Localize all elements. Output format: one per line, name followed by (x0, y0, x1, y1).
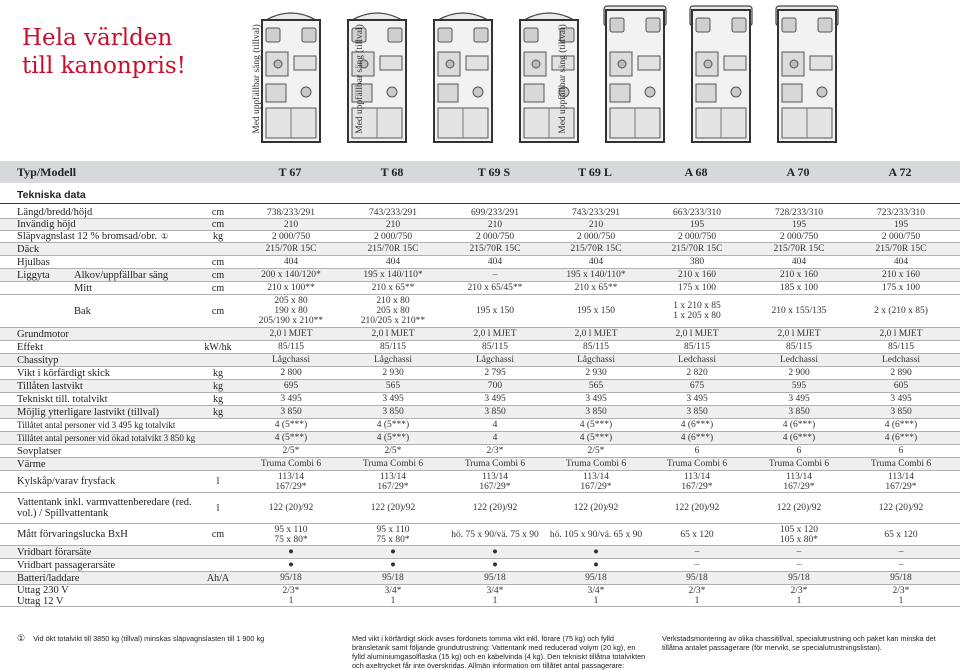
table-cell: 210 x 80 205 x 80 210/205 x 210** (360, 296, 426, 326)
table-cell: 4 (6***) (884, 420, 918, 430)
table-row (0, 572, 960, 585)
table-cell: 195 (689, 219, 705, 230)
table-cell: 2,0 l MJET (675, 329, 719, 339)
table-cell: 95 x 110 75 x 80* (376, 524, 410, 545)
table-cell: 3/4* 1 (587, 585, 605, 606)
row-sublabel: Mitt (74, 282, 93, 294)
table-cell: Ledchassi (780, 355, 818, 365)
table-row (0, 393, 960, 406)
table-cell: 85/115 (785, 342, 813, 352)
table-cell: 215/70R 15C (773, 244, 825, 254)
table-cell: 122 (20)/92 (472, 503, 518, 513)
table-cell: 2/3* 1 (892, 585, 910, 606)
table-cell: Lågchassi (374, 355, 412, 365)
table-cell: 210 (487, 219, 503, 230)
table-cell: 113/14 167/29* (377, 471, 409, 492)
table-cell: 2/5* (384, 446, 402, 456)
table-cell: 404 (893, 257, 909, 267)
table-cell: 2 900 (788, 368, 810, 378)
table-cell: 2,0 l MJET (777, 329, 821, 339)
table-cell: 185 x 100 (780, 283, 818, 293)
table-row (0, 380, 960, 393)
table-row (0, 419, 960, 432)
table-row (0, 524, 960, 546)
table-cell: 2 890 (890, 368, 912, 378)
table-row (0, 282, 960, 295)
floor-plans (248, 4, 960, 154)
table-cell: hö. 105 x 90/vä. 65 x 90 (549, 529, 643, 540)
table-cell: – (796, 560, 802, 570)
row-label: Liggyta (17, 269, 50, 281)
footnote-3: Verkstadsmontering av olika chassitillval, specialutrustning och paket kan minska det tillåtna antalet passagerare (för mervikt, se specialutrustningslistan). (662, 634, 936, 652)
table-cell: 595 (791, 381, 807, 391)
table-cell: – (694, 547, 700, 557)
table-cell: 195 x 150 (476, 306, 514, 316)
table-cell: 95/18 (686, 573, 708, 583)
table-cell: Truma Combi 6 (768, 459, 830, 469)
model-t67: T 67 (278, 165, 302, 179)
table-cell: 122 (20)/92 (268, 503, 314, 513)
table-cell: 565 (588, 381, 604, 391)
row-label: Möjlig ytterligare lastvikt (tillval) (17, 406, 160, 418)
model-t69l: T 69 L (578, 165, 612, 179)
row-unit: Ah/A (206, 572, 230, 584)
table-cell: Ledchassi (882, 355, 920, 365)
table-cell: 195 x 140/110* (363, 270, 423, 280)
table-cell: – (492, 270, 498, 280)
table-row (0, 295, 960, 328)
table-row (0, 341, 960, 354)
row-label: Tillåtet antal personer vid 3 495 kg totalvikt (17, 420, 176, 430)
table-cell: 2 800 (280, 368, 302, 378)
table-cell: 695 (283, 381, 299, 391)
table-cell: 404 (588, 257, 604, 267)
footnote-mark: ① (17, 633, 26, 643)
table-cell: 215/70R 15C (469, 244, 521, 254)
table-cell: 210 (283, 219, 299, 230)
table-cell: 6 (694, 446, 700, 456)
plan-note-3: Med uppfällbar säng (tillval) (558, 24, 568, 134)
table-cell: 3 850 (382, 407, 404, 417)
floor-plan-4 (506, 4, 592, 150)
table-cell: 3 850 (585, 407, 607, 417)
table-cell: 2/3* (486, 446, 504, 456)
table-cell: 210 x 160 (678, 270, 716, 280)
table-cell: 113/14 167/29* (783, 471, 815, 492)
table-cell: 210 (588, 219, 604, 230)
table-cell: 4 (6***) (782, 433, 816, 443)
table-cell: ● (593, 547, 599, 557)
table-cell: 4 (5***) (579, 433, 613, 443)
table-cell: 4 (5***) (376, 420, 410, 430)
row-unit: cm (211, 256, 225, 268)
table-cell: 4 (6***) (782, 420, 816, 430)
table-cell: ● (593, 560, 599, 570)
table-cell: 2 000/750 (475, 231, 515, 242)
row-label: Sovplatser (17, 445, 62, 457)
table-cell: Lågchassi (272, 355, 310, 365)
table-cell: 95/18 (280, 573, 302, 583)
row-unit: cm (211, 305, 225, 317)
model-t69s: T 69 S (477, 165, 511, 179)
table-cell: 3 495 (585, 394, 607, 404)
table-cell: 728/233/310 (774, 207, 824, 218)
table-cell: 175 x 100 (678, 283, 716, 293)
table-cell: 4 (492, 420, 498, 430)
table-cell: 3 495 (686, 394, 708, 404)
table-row (0, 207, 960, 219)
table-header (0, 161, 960, 183)
table-row (0, 458, 960, 471)
table-cell: ● (390, 560, 396, 570)
row-sublabel: Alkov/uppfällbar säng (74, 269, 169, 281)
table-cell: 210 x 155/135 (771, 306, 827, 316)
table-cell: 2 000/750 (373, 231, 413, 242)
table-cell: 404 (791, 257, 807, 267)
table-cell: 380 (689, 257, 705, 267)
table-cell: 122 (20)/92 (878, 503, 924, 513)
table-cell: 113/14 167/29* (580, 471, 612, 492)
table-cell: 210 x 160 (780, 270, 818, 280)
table-cell: 2/3* 1 (282, 585, 300, 606)
row-unit: kg (213, 231, 223, 242)
table-cell: 4 (6***) (884, 433, 918, 443)
row-unit: kg (213, 367, 223, 379)
table-row (0, 406, 960, 419)
table-cell: 210 x 65** (371, 283, 415, 293)
table-cell: 2 820 (686, 368, 708, 378)
table-cell: ● (492, 560, 498, 570)
table-cell: 95/18 (484, 573, 506, 583)
table-cell: 210 x 65** (574, 283, 618, 293)
table-cell: 4 (5***) (274, 420, 308, 430)
section-title: Tekniska data (17, 189, 86, 201)
table-cell: Truma Combi 6 (666, 459, 728, 469)
footnote-2: Med vikt i körfärdigt skick avses fordonets tomma vikt inkl. förare (75 kg) och fylld bränsletank samt följande grundutrustning: Vattentank med reducerad volym (20 kg), en fylld aluminiumgasolflaska (15 kg) och en kabelvinda (4 kg). Den tekniskt tillåtna totalvikten och axeltrycket får inte överskridas. Allmän information om tillåtet antal passagerare: (352, 634, 646, 670)
row-unit: cm (211, 219, 225, 230)
footnote-1 (17, 634, 317, 643)
table-cell: 404 (385, 257, 401, 267)
table-cell: 1 x 210 x 85 1 x 205 x 80 (673, 301, 721, 321)
table-row (0, 256, 960, 269)
row-label: Chassityp (17, 354, 59, 366)
table-cell: 210 x 100** (267, 283, 315, 293)
table-row (0, 471, 960, 493)
table-cell: 3 850 (788, 407, 810, 417)
table-cell: 743/233/291 (571, 207, 621, 218)
table-cell: 738/233/291 (266, 207, 316, 218)
table-cell: Truma Combi 6 (362, 459, 424, 469)
table-cell: Truma Combi 6 (260, 459, 322, 469)
table-cell: 700 (487, 381, 503, 391)
table-row (0, 243, 960, 256)
table-cell: 113/14 167/29* (885, 471, 917, 492)
table-cell: Truma Combi 6 (870, 459, 932, 469)
model-a72: A 72 (888, 165, 912, 179)
table-cell: 2,0 l MJET (574, 329, 618, 339)
row-label: Kylskåp/varav frysfack (17, 476, 116, 487)
table-row (0, 219, 960, 231)
row-label: Uttag 230 V Uttag 12 V (17, 584, 69, 607)
table-cell: 4 (6***) (680, 420, 714, 430)
table-cell: 2 000/750 (779, 231, 819, 242)
floor-plan-5 (592, 4, 678, 150)
row-sublabel: Bak (74, 305, 91, 317)
row-unit: cm (211, 207, 225, 218)
row-label: Släpvagnslast 12 % bromsad/obr. ① (17, 231, 169, 242)
row-label: Däck (17, 243, 40, 255)
table-cell: 2,0 l MJET (879, 329, 923, 339)
table-row (0, 585, 960, 607)
table-cell: 65 x 120 (680, 529, 714, 540)
row-unit: cm (211, 529, 225, 540)
table-cell: 3 850 (890, 407, 912, 417)
floor-plan-3 (420, 4, 506, 150)
table-cell: 3 495 (484, 394, 506, 404)
table-cell: Lågchassi (476, 355, 514, 365)
table-cell: – (796, 547, 802, 557)
table-cell: 195 x 140/110* (566, 270, 626, 280)
table-cell: 195 x 150 (577, 306, 615, 316)
table-cell: 2,0 l MJET (269, 329, 313, 339)
row-label: Effekt (17, 341, 44, 353)
table-cell: 85/115 (887, 342, 915, 352)
table-cell: – (898, 547, 904, 557)
row-label: Vikt i körfärdigt skick (17, 367, 110, 379)
table-cell: 122 (20)/92 (674, 503, 720, 513)
table-cell: 95/18 (890, 573, 912, 583)
table-cell: 3 850 (686, 407, 708, 417)
table-cell: ● (492, 547, 498, 557)
table-cell: 205 x 80 190 x 80 205/190 x 210** (258, 296, 324, 326)
table-cell: 2/5* (282, 446, 300, 456)
table-cell: 85/115 (481, 342, 509, 352)
table-cell: 2 x (210 x 85) (874, 306, 928, 316)
table-cell: 4 (5***) (274, 433, 308, 443)
table-cell: 675 (689, 381, 705, 391)
table-cell: 122 (20)/92 (370, 503, 416, 513)
footnote-1-text: Vid ökt totalvikt till 3850 kg (tillval) minskas släpvagnslasten till 1 900 kg (33, 634, 265, 643)
table-cell: 404 (487, 257, 503, 267)
table-row (0, 367, 960, 380)
table-row (0, 432, 960, 445)
table-cell: 95/18 (585, 573, 607, 583)
table-cell: 65 x 120 (884, 529, 918, 540)
floor-plan-6 (678, 4, 764, 150)
table-cell: – (694, 560, 700, 570)
table-cell: 215/70R 15C (875, 244, 927, 254)
row-unit: cm (211, 269, 225, 281)
row-label: Tillåten lastvikt (17, 380, 83, 392)
table-cell: 3 495 (788, 394, 810, 404)
table-cell: 113/14 167/29* (681, 471, 713, 492)
table-cell: 95/18 (382, 573, 404, 583)
table-cell: 3/4* 1 (486, 585, 504, 606)
table-row (0, 231, 960, 243)
row-unit: kg (213, 393, 223, 405)
table-cell: ● (390, 547, 396, 557)
table-cell: 95 x 110 75 x 80* (274, 524, 308, 545)
table-cell: 3 850 (280, 407, 302, 417)
table-cell: 3 495 (280, 394, 302, 404)
row-label: Mått förvaringslucka BxH (17, 529, 128, 540)
table-cell: Lågchassi (577, 355, 615, 365)
row-label: Värme (17, 458, 46, 470)
table-cell: 2 000/750 (576, 231, 616, 242)
table-cell: 6 (898, 446, 904, 456)
table-cell: 2 000/750 (881, 231, 921, 242)
table-cell: 215/70R 15C (265, 244, 317, 254)
table-cell: 175 x 100 (882, 283, 920, 293)
plan-note-2: Med uppfällbar säng (tillval) (355, 24, 365, 134)
model-t68: T 68 (380, 165, 404, 179)
floor-plan-7 (764, 4, 850, 150)
table-cell: 3/4* 1 (384, 585, 402, 606)
row-label: Tillåtet antal personer vid ökad totalvikt 3 850 kg (17, 433, 196, 443)
table-cell: 2 930 (382, 368, 404, 378)
table-cell: Truma Combi 6 (565, 459, 627, 469)
table-row (0, 546, 960, 559)
table-cell: 743/233/291 (368, 207, 418, 218)
table-cell: 122 (20)/92 (573, 503, 619, 513)
section-divider (0, 203, 960, 204)
table-cell: Truma Combi 6 (464, 459, 526, 469)
table-cell: 2,0 l MJET (473, 329, 517, 339)
header-label: Typ/Modell (17, 165, 77, 179)
table-cell: 6 (796, 446, 802, 456)
table-cell: ● (288, 547, 294, 557)
floor-plan-2 (334, 4, 420, 150)
row-label: Vridbart passagerarsäte (17, 559, 116, 571)
table-cell: 3 850 (484, 407, 506, 417)
table-row (0, 354, 960, 367)
table-cell: 215/70R 15C (367, 244, 419, 254)
table-cell: 404 (283, 257, 299, 267)
table-cell: 95/18 (788, 573, 810, 583)
table-cell: Ledchassi (678, 355, 716, 365)
table-cell: 85/115 (582, 342, 610, 352)
row-label: Grundmotor (17, 328, 69, 340)
table-cell: 2 795 (484, 368, 506, 378)
row-unit: kg (213, 380, 223, 392)
table-cell: 195 (893, 219, 909, 230)
footnote-reference: ① (161, 232, 169, 241)
row-label: Vridbart förarsäte (17, 546, 92, 558)
row-unit: l (216, 476, 220, 487)
table-cell: 2 930 (585, 368, 607, 378)
table-cell: 105 x 120 105 x 80* (780, 524, 818, 545)
table-cell: 723/233/310 (876, 207, 926, 218)
table-cell: 122 (20)/92 (776, 503, 822, 513)
table-cell: – (898, 560, 904, 570)
table-cell: 215/70R 15C (570, 244, 622, 254)
table-row (0, 445, 960, 458)
table-cell: 85/115 (683, 342, 711, 352)
table-cell: 605 (893, 381, 909, 391)
table-cell: 210 x 65/45** (467, 283, 523, 293)
headline-line-1: Hela världen (22, 25, 173, 51)
table-cell: 4 (5***) (579, 420, 613, 430)
model-a68: A 68 (684, 165, 708, 179)
table-row (0, 493, 960, 524)
table-cell: 3 495 (890, 394, 912, 404)
table-cell: 663/233/310 (672, 207, 722, 218)
table-cell: 565 (385, 381, 401, 391)
table-cell: 699/233/291 (470, 207, 520, 218)
row-label: Batteri/laddare (17, 572, 80, 584)
table-row (0, 269, 960, 282)
headline (22, 24, 186, 80)
table-row (0, 559, 960, 572)
row-label: Tekniskt till. totalvikt (17, 393, 108, 405)
row-unit: l (216, 502, 220, 514)
row-unit: kW/hk (204, 341, 232, 353)
row-label: Hjulbas (17, 256, 50, 268)
row-label: Vattentank inkl. varmvattenberedare (red. vol.) / Spillvattentank (17, 497, 192, 519)
row-unit: cm (211, 282, 225, 294)
table-cell: 2 000/750 (677, 231, 717, 242)
row-unit: kg (213, 406, 223, 418)
table-cell: hö. 75 x 90/vä. 75 x 90 (451, 529, 539, 540)
table-cell: 2/3* 1 (790, 585, 808, 606)
table-cell: 210 (385, 219, 401, 230)
table-cell: 4 (6***) (680, 433, 714, 443)
table-cell: 2/5* (587, 446, 605, 456)
table-cell: 2/3* 1 (688, 585, 706, 606)
table-cell: 85/115 (379, 342, 407, 352)
table-cell: 3 495 (382, 394, 404, 404)
plan-note-1: Med uppfällbar säng (tillval) (252, 24, 262, 134)
table-cell: ● (288, 560, 294, 570)
table-cell: 2,0 l MJET (371, 329, 415, 339)
headline-line-2: till kanonpris! (22, 53, 186, 79)
table-cell: 2 000/750 (271, 231, 311, 242)
table-cell: 215/70R 15C (671, 244, 723, 254)
table-cell: 85/115 (277, 342, 305, 352)
table-cell: 113/14 167/29* (275, 471, 307, 492)
table-cell: 4 (492, 433, 498, 443)
table-cell: 210 x 160 (882, 270, 920, 280)
table-cell: 4 (5***) (376, 433, 410, 443)
row-label: Invändig höjd (17, 219, 76, 230)
table-cell: 113/14 167/29* (479, 471, 511, 492)
row-label: Längd/bredd/höjd (17, 207, 93, 218)
table-cell: 195 (791, 219, 807, 230)
table-row (0, 328, 960, 341)
table-cell: 200 x 140/120* (261, 270, 321, 280)
model-a70: A 70 (786, 165, 810, 179)
